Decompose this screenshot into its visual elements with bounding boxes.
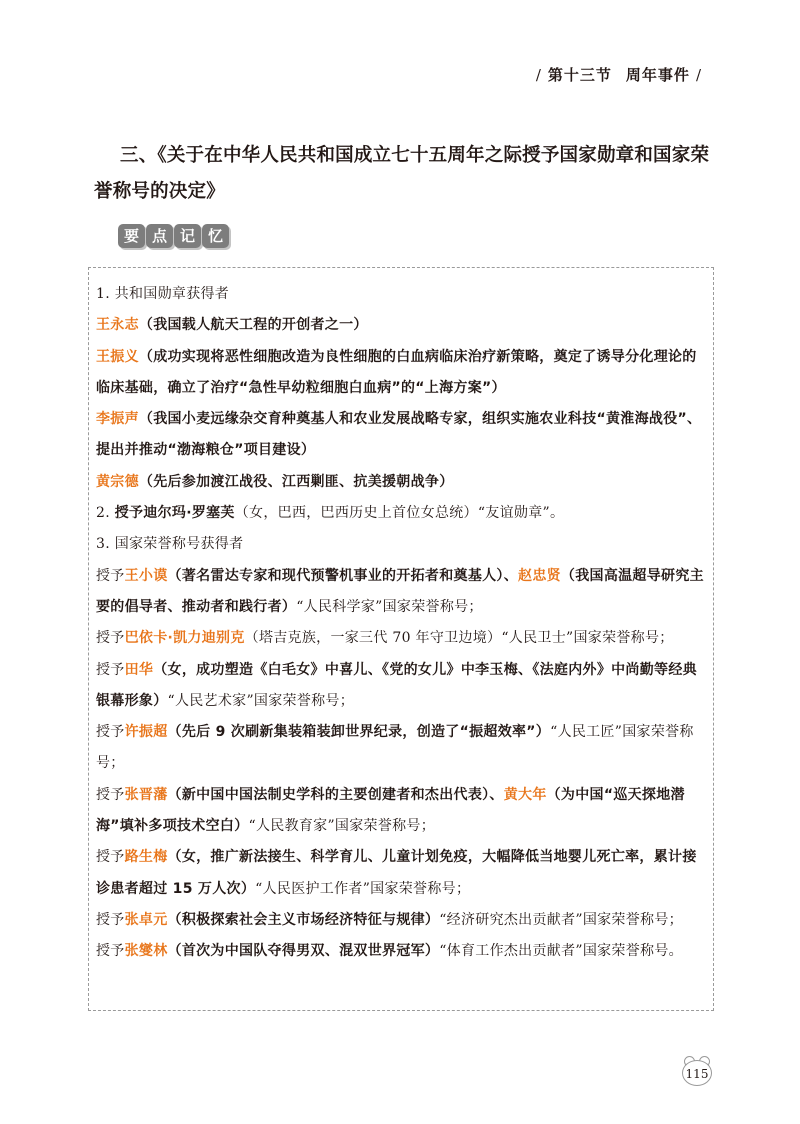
honor-title: “体育工作杰出贡献者”国家荣誉称号。 [439,943,683,960]
running-header [530,64,708,85]
recipient-name: 张卓元 [124,911,168,928]
badge-char: 点 [146,224,173,248]
recipient-name: 巴依卡·凯力迪别克 [124,630,245,647]
recipient-desc: （首次为中国队夺得男双、混双世界冠军） [167,943,440,960]
recipient-desc: （我国高温超导研究主要的倡导者、推动者和践行者） [96,567,704,615]
page-number-label: 115 [682,1060,712,1086]
recipient-desc: （我国载人航天工程的开创者之一） [138,317,368,334]
honor-title: “人民工匠”国家荣誉称号； [96,724,694,772]
recipient-desc: （先后参加渡江战役、江西剿匪、抗美援朝战争） [138,473,454,490]
friendship-desc: （女，巴西，巴西历史上首位女总统）“友谊勋章”。 [234,505,565,522]
page-number [682,1056,712,1086]
honor-title: “人民医护工作者”国家荣誉称号； [255,880,471,897]
honor-title: “经济研究杰出贡献者”国家荣誉称号； [439,911,683,928]
recipient-name: 王小谟 [124,567,168,584]
list-item [96,310,708,341]
list-item: 授予田华（女，成功塑造《白毛女》中喜儿、《党的女儿》中李玉梅、《法庭内外》中尚勤等经典银幕形象）“人民艺术家”国家荣誉称号； [96,661,697,709]
list-item: 授予路生梅（女，推广新法接生、科学育儿、儿童计划免疫，大幅降低当地婴儿死亡率，累计接诊患者超过 15 万人次）“人民医护工作者”国家荣誉称号； [96,849,697,897]
badge-char: 忆 [202,224,229,248]
badge-char: 记 [174,224,201,248]
recipient-desc: （先后 9 次刷新集装箱装卸世界纪录，创造了“振超效率”） [167,724,551,741]
friendship-grant: 授予迪尔玛·罗塞芙 [114,505,235,522]
recipient-desc: （新中国中国法制史学科的主要创建者和杰出代表）、 [167,786,504,803]
section-title: 三、《关于在中华人民共和国成立七十五周年之际授予国家勋章和国家荣誉称号的决定》 [94,145,710,202]
recipient-desc: （成功实现将恶性细胞改造为良性细胞的白血病临床治疗新策略，奠定了诱导分化理论的临床基础，确立了治疗“急性早幼粒细胞白血病”的“上海方案”） [96,348,697,396]
header-slash: / [535,66,542,84]
list-item [96,467,708,498]
key-points-content [96,279,708,968]
recipient-name: 李振声 [96,411,139,428]
recipient-desc: （女，推广新法接生、科学育儿、儿童计划免疫，大幅降低当地婴儿死亡率，累计接诊患者超过 15 万人次） [96,849,697,897]
heading-medal: 1. 共和国勋章获得者 [96,286,230,302]
recipient-name: 张晋藩 [124,786,168,803]
recipient-name: 黄大年 [503,786,547,803]
header-topic: 周年事件 [625,66,690,84]
recipient-desc: （著名雷达专家和现代预警机事业的开拓者和奠基人）、 [167,567,519,584]
list-item [96,342,708,405]
recipient-name: 王永志 [96,317,139,334]
recipient-name: 田华 [124,661,154,678]
honor-title: “人民教育家”国家荣誉称号； [248,818,436,835]
header-section: 第十三节 [547,66,612,84]
recipient-desc: （塔吉克族，一家三代 70 年守卫边境）“人民卫士”国家荣誉称号； [244,630,674,647]
recipient-desc: （我国小麦远缘杂交育种奠基人和农业发展战略专家，组织实施农业科技“黄淮海战役”、提出并推动“渤海粮仓”项目建设） [96,411,702,459]
recipient-name: 路生梅 [124,849,168,866]
recipient-name: 赵忠贤 [518,567,561,584]
recipient-desc: （为中国“巡天探地潜海”填补多项技术空白） [96,786,685,835]
key-points-badge [118,224,229,248]
recipient-name: 黄宗德 [96,473,139,490]
recipient-name: 王振义 [96,348,139,365]
list-item: 授予巴依卡·凯力迪别克（塔吉克族，一家三代 70 年守卫边境）“人民卫士”国家荣誉称号； [96,630,674,647]
recipient-name: 张燮林 [124,943,168,960]
recipient-desc: （女，成功塑造《白毛女》中喜儿、《党的女儿》中李玉梅、《法庭内外》中尚勤等经典银幕形象） [96,661,697,709]
recipient-name: 许振超 [124,724,168,741]
list-item: 授予张晋藩（新中国中国法制史学科的主要创建者和杰出代表）、黄大年（为中国“巡天探地潜海”填补多项技术空白）“人民教育家”国家荣誉称号； [96,786,685,835]
honor-title: “人民科学家”国家荣誉称号； [296,598,483,615]
list-item [96,404,708,467]
badge-char: 要 [118,224,145,248]
list-item: 授予许振超（先后 9 次刷新集装箱装卸世界纪录，创造了“振超效率”）“人民工匠”国家荣誉称号； [96,724,694,772]
list-item: 授予张卓元（积极探索社会主义市场经济特征与规律）“经济研究杰出贡献者”国家荣誉称号； [96,911,683,928]
list-item: 授予王小谟（著名雷达专家和现代预警机事业的开拓者和奠基人）、赵忠贤（我国高温超导研究主要的倡导者、推动者和践行者）“人民科学家”国家荣誉称号； [96,567,704,615]
heading-honor: 3. 国家荣誉称号获得者 [96,536,244,553]
honor-title: “人民艺术家”国家荣誉称号； [167,692,355,709]
recipient-desc: （积极探索社会主义市场经济特征与规律） [167,911,440,928]
list-item: 授予张燮林（首次为中国队夺得男双、混双世界冠军）“体育工作杰出贡献者”国家荣誉称号。 [96,943,683,960]
header-slash: / [695,66,702,84]
heading-friendship: 2. 授予迪尔玛·罗塞芙（女，巴西，巴西历史上首位女总统）“友谊勋章”。 [96,505,565,522]
